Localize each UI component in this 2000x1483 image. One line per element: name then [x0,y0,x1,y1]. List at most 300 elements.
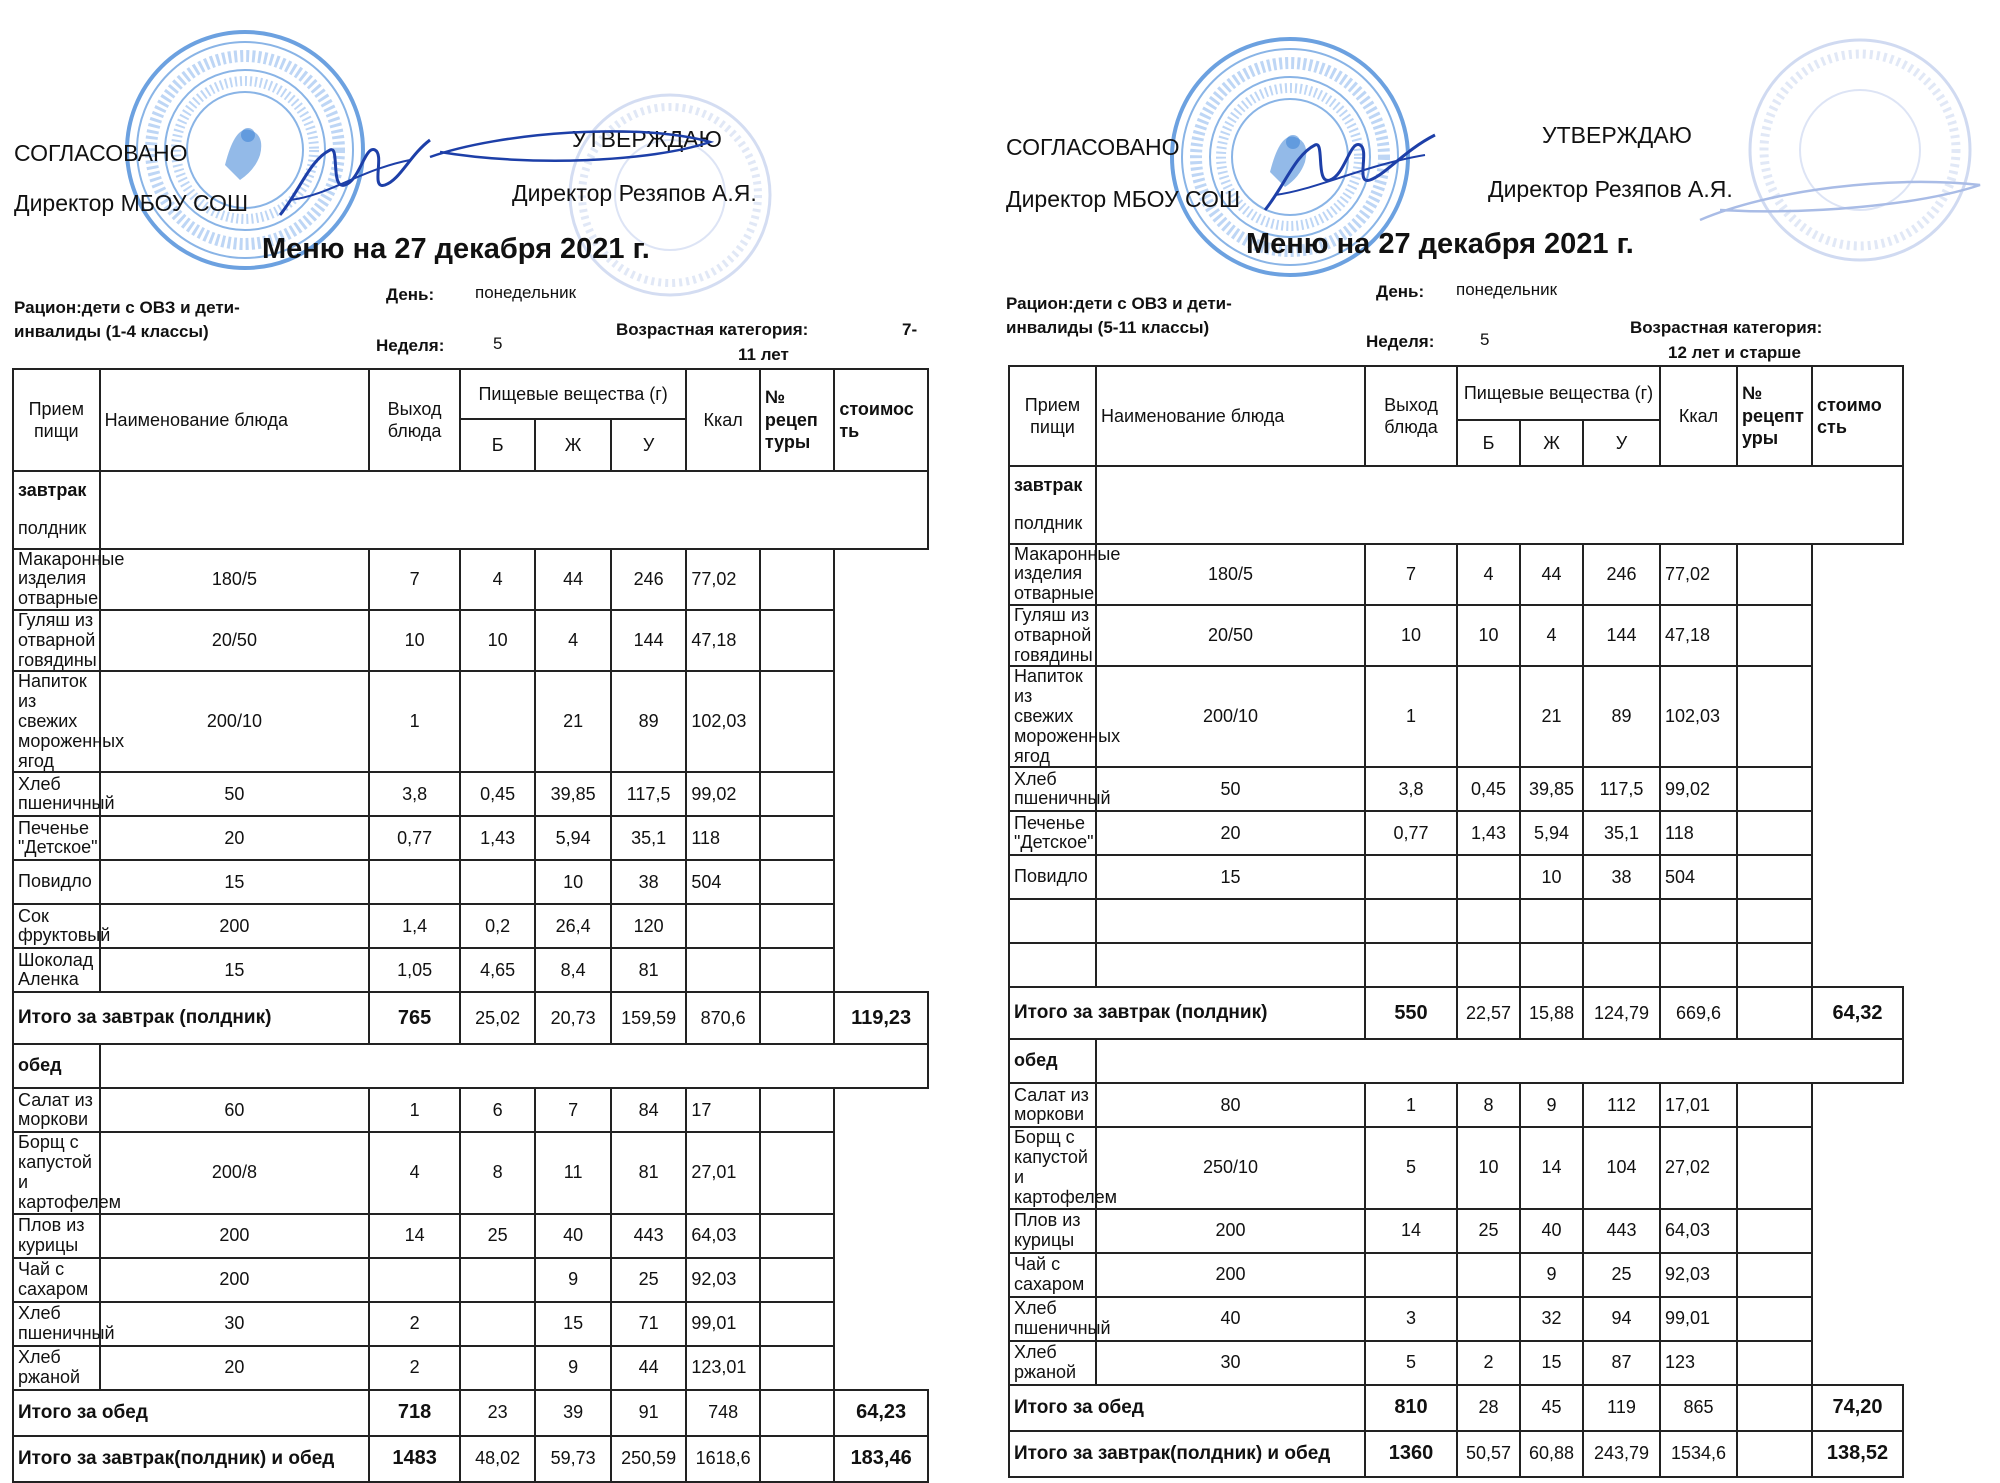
dish-row [1009,855,1903,899]
cost-cell [1737,767,1812,811]
dish-name: Салат из моркови [13,1088,100,1132]
yield-cell: 40 [1096,1297,1365,1341]
recipe-cell: 92,03 [686,1258,759,1302]
fat-cell: 8 [1457,1083,1520,1127]
total-recipe [1737,987,1812,1039]
kcal-cell: 94 [1583,1297,1660,1341]
ration-line-1: Рацион:дети с ОВЗ и дети- [14,298,240,317]
dish-row [1009,1083,1903,1127]
lunch-total-row [1009,1385,1903,1431]
dish-row [13,1132,928,1213]
protein-cell: 10 [369,610,460,671]
dish-name: Печенье "Детское" [1009,811,1096,855]
fat-cell: 8 [460,1132,535,1213]
dish-name: Хлеб пшеничный [1009,767,1096,811]
yield-cell: 180/5 [1096,544,1365,605]
fat-cell [460,860,535,904]
col-header-zh: Ж [1520,420,1583,466]
dish-name: Макаронные изделия отварные [13,549,100,610]
week-label: Неделя: [1366,332,1435,351]
ration-line-2: инвалиды (5-11 классы) [1006,318,1210,337]
protein-cell: 7 [369,549,460,610]
day-label: День: [386,285,435,304]
protein-cell: 1,4 [369,904,460,948]
grand-total-label: Итого за завтрак(полдник) и обед [1009,1431,1365,1477]
total-label: Итого за обед [13,1390,369,1436]
dish-row [1009,899,1903,943]
recipe-cell: 99,01 [686,1302,759,1346]
age-value-part1: 7- [902,320,918,339]
carbs-cell: 40 [535,1214,610,1258]
grand-total-cost: 138,52 [1812,1431,1903,1477]
grand-total-zh: 60,88 [1520,1431,1583,1477]
protein-cell [1365,943,1457,987]
dish-name: Хлеб пшеничный [1009,1297,1096,1341]
week-value: 5 [493,334,503,353]
kcal-cell: 89 [1583,666,1660,767]
fat-cell: 25 [1457,1209,1520,1253]
signature-icon [1255,125,1445,225]
cost-cell [760,948,834,992]
kcal-cell: 38 [611,860,687,904]
total-label: Итого за завтрак (полдник) [13,992,369,1044]
recipe-cell: 17,01 [1660,1083,1737,1127]
grand-total-recipe [1737,1431,1812,1477]
dish-row [1009,1209,1903,1253]
snack-label: полдник [1014,512,1083,533]
kcal-cell: 246 [1583,544,1660,605]
carbs-cell: 5,94 [535,816,610,860]
yield-cell: 250/10 [1096,1127,1365,1208]
kcal-cell: 117,5 [611,772,687,816]
yield-cell: 20 [100,816,370,860]
protein-cell: 5 [1365,1341,1457,1385]
protein-cell [1365,899,1457,943]
carbs-cell: 21 [1520,666,1583,767]
dish-name: Шоколад Аленка [13,948,100,992]
total-recipe [1737,1385,1812,1431]
breakfast-total-row [13,992,928,1044]
cost-cell [760,1346,834,1390]
fat-cell: 10 [1457,1127,1520,1208]
agreed-label: СОГЛАСОВАНО [1006,134,1180,160]
protein-cell [369,1258,460,1302]
grand-total-zh: 59,73 [535,1436,610,1482]
protein-cell: 0,77 [369,816,460,860]
grand-total-u: 243,79 [1583,1431,1660,1477]
recipe-cell [686,948,759,992]
cost-cell [1737,943,1812,987]
protein-cell [369,860,460,904]
protein-cell: 3,8 [1365,767,1457,811]
cost-cell [1737,1253,1812,1297]
fat-cell: 25 [460,1214,535,1258]
header-row [1009,366,1903,420]
recipe-cell: 504 [1660,855,1737,899]
recipe-cell: 64,03 [686,1214,759,1258]
yield-cell: 200 [100,1214,370,1258]
breakfast-section-row [1009,466,1903,544]
dish-row [13,948,928,992]
fat-cell: 10 [460,610,535,671]
total-b: 22,57 [1457,987,1520,1039]
carbs-cell: 40 [1520,1209,1583,1253]
grand-total-b: 48,02 [460,1436,535,1482]
yield-cell: 200 [1096,1253,1365,1297]
recipe-cell: 47,18 [686,610,759,671]
menu-document-1-4 [0,0,960,1470]
fat-cell: 1,43 [460,816,535,860]
dish-row [1009,1127,1903,1208]
cost-cell [760,610,834,671]
kcal-cell: 38 [1583,855,1660,899]
protein-cell: 2 [369,1346,460,1390]
dish-name: Хлеб ржаной [1009,1341,1096,1385]
kcal-cell [1583,899,1660,943]
dish-row [13,904,928,948]
recipe-cell: 123,01 [686,1346,759,1390]
approve-label: УТВЕРЖДАЮ [1542,122,1692,148]
director-right-label: Директор Резяпов А.Я. [512,180,757,206]
week-value: 5 [1480,330,1490,349]
dish-row [1009,943,1903,987]
dish-row [13,772,928,816]
fat-cell [460,1302,535,1346]
menu-table [1008,365,1904,1478]
dish-name: Плов из курицы [13,1214,100,1258]
recipe-cell: 118 [1660,811,1737,855]
col-header-kcal: Ккал [686,369,759,471]
dish-row [13,1346,928,1390]
ration-line-1: Рацион:дети с ОВЗ и дети- [1006,294,1232,313]
total-recipe [760,992,834,1044]
carbs-cell: 9 [535,1346,610,1390]
col-header-cost: стоимо сть [1812,366,1903,466]
dish-name: Салат из моркови [1009,1083,1096,1127]
director-left-label: Директор МБОУ СОШ [1006,186,1241,212]
recipe-cell: 47,18 [1660,605,1737,666]
carbs-cell: 39,85 [535,772,610,816]
yield-cell: 20 [1096,811,1365,855]
day-value: понедельник [475,283,577,302]
recipe-cell [1660,899,1737,943]
grand-total-u: 250,59 [611,1436,687,1482]
dish-name: Хлеб пшеничный [13,1302,100,1346]
dish-name: Хлеб пшеничный [13,772,100,816]
dish-name: Борщ с капустой и картофелем [1009,1127,1096,1208]
protein-cell: 1 [1365,1083,1457,1127]
cost-cell [1737,1127,1812,1208]
protein-cell: 1 [1365,666,1457,767]
col-header-dish: Наименование блюда [100,369,370,471]
carbs-cell: 9 [535,1258,610,1302]
dish-name: Повидло [1009,855,1096,899]
recipe-cell: 27,02 [1660,1127,1737,1208]
carbs-cell: 11 [535,1132,610,1213]
total-recipe [760,1390,834,1436]
total-u: 91 [611,1390,687,1436]
cost-cell [1737,1083,1812,1127]
grand-total-row [1009,1431,1903,1477]
total-yield: 718 [369,1390,460,1436]
col-header-nutrients: Пищевые вещества (г) [1457,366,1660,420]
fat-cell: 4,65 [460,948,535,992]
cost-cell [760,1258,834,1302]
menu-document-5-11 [1000,0,2000,1465]
fat-cell: 10 [1457,605,1520,666]
age-label: Возрастная категория: [616,320,809,339]
yield-cell: 80 [1096,1083,1365,1127]
carbs-cell: 5,94 [1520,811,1583,855]
week-label: Неделя: [376,336,445,355]
signature-flourish-icon [1690,160,1990,240]
menu-table [12,368,929,1483]
dish-row [13,1214,928,1258]
dish-name: Плов из курицы [1009,1209,1096,1253]
yield-cell: 180/5 [100,549,370,610]
col-header-yield: Выход блюда [1365,366,1457,466]
protein-cell: 14 [369,1214,460,1258]
cost-cell [1737,666,1812,767]
col-header-zh: Ж [535,419,610,471]
recipe-cell: 99,02 [686,772,759,816]
yield-cell: 20 [100,1346,370,1390]
fat-cell: 4 [460,549,535,610]
protein-cell: 1 [369,1088,460,1132]
cost-cell [1737,811,1812,855]
blank-cell [100,471,928,549]
total-kcal: 669,6 [1660,987,1737,1039]
kcal-cell: 25 [1583,1253,1660,1297]
dish-row [1009,811,1903,855]
carbs-cell: 10 [1520,855,1583,899]
kcal-cell: 87 [1583,1341,1660,1385]
protein-cell: 5 [1365,1127,1457,1208]
total-b: 25,02 [460,992,535,1044]
kcal-cell: 443 [1583,1209,1660,1253]
dish-row [1009,767,1903,811]
meal-cell-breakfast [1009,466,1096,544]
dish-name: Чай с сахаром [1009,1253,1096,1297]
yield-cell: 200/10 [1096,666,1365,767]
protein-cell [1365,1253,1457,1297]
grand-total-row [13,1436,928,1482]
meal-cell-lunch [1009,1039,1096,1083]
carbs-cell: 14 [1520,1127,1583,1208]
fat-cell: 0,2 [460,904,535,948]
cost-cell [1737,899,1812,943]
yield-cell: 200 [1096,1209,1365,1253]
total-yield: 550 [1365,987,1457,1039]
blank-cell [1096,1039,1903,1083]
recipe-cell [1660,943,1737,987]
recipe-cell: 17 [686,1088,759,1132]
dish-row [1009,666,1903,767]
total-kcal: 748 [686,1390,759,1436]
carbs-cell: 32 [1520,1297,1583,1341]
grand-total-label: Итого за завтрак(полдник) и обед [13,1436,369,1482]
meal-cell-breakfast [13,471,100,549]
yield-cell: 15 [100,948,370,992]
snack-label: полдник [18,517,87,538]
protein-cell: 3,8 [369,772,460,816]
protein-cell: 2 [369,1302,460,1346]
dish-name: Борщ с капустой и картофелем [13,1132,100,1213]
age-value: 12 лет и старше [1668,343,1801,362]
dish-name: Напиток из свежих мороженных ягод [13,671,100,772]
recipe-cell: 64,03 [1660,1209,1737,1253]
meal-cell-lunch [13,1044,100,1088]
yield-cell: 20/50 [100,610,370,671]
recipe-cell: 504 [686,860,759,904]
dish-name: Хлеб ржаной [13,1346,100,1390]
total-u: 124,79 [1583,987,1660,1039]
yield-cell [1096,899,1365,943]
fat-cell: 0,45 [460,772,535,816]
dish-row [13,860,928,904]
cost-cell [1737,1341,1812,1385]
col-header-meal: Прием пищи [1009,366,1096,466]
recipe-cell: 99,02 [1660,767,1737,811]
kcal-cell: 443 [611,1214,687,1258]
total-zh: 39 [535,1390,610,1436]
kcal-cell: 120 [611,904,687,948]
yield-cell: 15 [100,860,370,904]
grand-total-yield: 1483 [369,1436,460,1482]
menu-title: Меню на 27 декабря 2021 г. [262,233,650,265]
kcal-cell: 35,1 [611,816,687,860]
yield-cell: 30 [100,1302,370,1346]
cost-cell [760,1132,834,1213]
yield-cell: 50 [100,772,370,816]
carbs-cell: 7 [535,1088,610,1132]
protein-cell: 1 [369,671,460,772]
fat-cell: 6 [460,1088,535,1132]
lunch-label: обед [1014,1050,1058,1071]
dish-name: Макаронные изделия отварные [1009,544,1096,605]
fat-cell: 1,43 [1457,811,1520,855]
dish-row [13,1302,928,1346]
lunch-label: обед [18,1055,62,1076]
kcal-cell: 144 [1583,605,1660,666]
recipe-cell: 123 [1660,1341,1737,1385]
carbs-cell [1520,943,1583,987]
fat-cell: 0,45 [1457,767,1520,811]
total-yield: 810 [1365,1385,1457,1431]
col-header-dish: Наименование блюда [1096,366,1365,466]
lunch-section-row [13,1044,928,1088]
protein-cell: 7 [1365,544,1457,605]
cost-cell [760,1088,834,1132]
col-header-b: Б [1457,420,1520,466]
kcal-cell: 89 [611,671,687,772]
col-header-kcal: Ккал [1660,366,1737,466]
cost-cell [760,671,834,772]
fat-cell [460,1346,535,1390]
col-header-yield: Выход блюда [369,369,460,471]
header-row [13,369,928,419]
signature-flourish-icon [420,112,720,182]
director-left-label: Директор МБОУ СОШ [14,190,249,216]
director-right-label: Директор Резяпов А.Я. [1488,176,1733,202]
yield-cell: 200 [100,1258,370,1302]
total-label: Итого за обед [1009,1385,1365,1431]
recipe-cell: 77,02 [686,549,759,610]
recipe-cell: 77,02 [1660,544,1737,605]
cost-cell [1737,544,1812,605]
carbs-cell: 15 [535,1302,610,1346]
fat-cell [460,671,535,772]
carbs-cell: 21 [535,671,610,772]
total-b: 28 [1457,1385,1520,1431]
col-header-u: У [611,419,687,471]
dish-row [1009,605,1903,666]
dish-name: Печенье "Детское" [13,816,100,860]
recipe-cell [686,904,759,948]
protein-cell: 4 [369,1132,460,1213]
signature-icon [270,130,440,230]
lunch-section-row [1009,1039,1903,1083]
carbs-cell: 10 [535,860,610,904]
col-header-b: Б [460,419,535,471]
breakfast-label: завтрак [1014,475,1083,495]
carbs-cell: 44 [535,549,610,610]
dish-name: Гуляш из отварной говядины [1009,605,1096,666]
kcal-cell: 112 [1583,1083,1660,1127]
col-header-recipe: № рецепт уры [1737,366,1812,466]
total-cost: 119,23 [834,992,928,1044]
yield-cell: 20/50 [1096,605,1365,666]
protein-cell: 3 [1365,1297,1457,1341]
kcal-cell: 44 [611,1346,687,1390]
total-zh: 15,88 [1520,987,1583,1039]
col-header-meal: Прием пищи [13,369,100,471]
cost-cell [760,816,834,860]
yield-cell: 200/8 [100,1132,370,1213]
dish-row [13,1258,928,1302]
total-label: Итого за завтрак (полдник) [1009,987,1365,1039]
total-cost: 64,23 [834,1390,928,1436]
fat-cell [1457,943,1520,987]
grand-total-cost: 183,46 [834,1436,928,1482]
grand-total-kcal: 1618,6 [686,1436,759,1482]
fat-cell: 2 [1457,1341,1520,1385]
fat-cell [1457,1253,1520,1297]
recipe-cell: 99,01 [1660,1297,1737,1341]
day-label: День: [1376,282,1425,301]
total-u: 159,59 [611,992,687,1044]
total-u: 119 [1583,1385,1660,1431]
lunch-total-row [13,1390,928,1436]
carbs-cell: 4 [535,610,610,671]
dish-row [1009,1341,1903,1385]
fat-cell [1457,899,1520,943]
yield-cell: 50 [1096,767,1365,811]
fat-cell: 4 [1457,544,1520,605]
yield-cell: 15 [1096,855,1365,899]
cost-cell [760,549,834,610]
grand-total-b: 50,57 [1457,1431,1520,1477]
total-zh: 45 [1520,1385,1583,1431]
kcal-cell: 104 [1583,1127,1660,1208]
recipe-cell: 27,01 [686,1132,759,1213]
dish-row [1009,1253,1903,1297]
total-yield: 765 [369,992,460,1044]
dish-name: Напиток из свежих мороженных ягод [1009,666,1096,767]
agreed-label: СОГЛАСОВАНО [14,140,188,166]
total-kcal: 870,6 [686,992,759,1044]
grand-total-recipe [760,1436,834,1482]
